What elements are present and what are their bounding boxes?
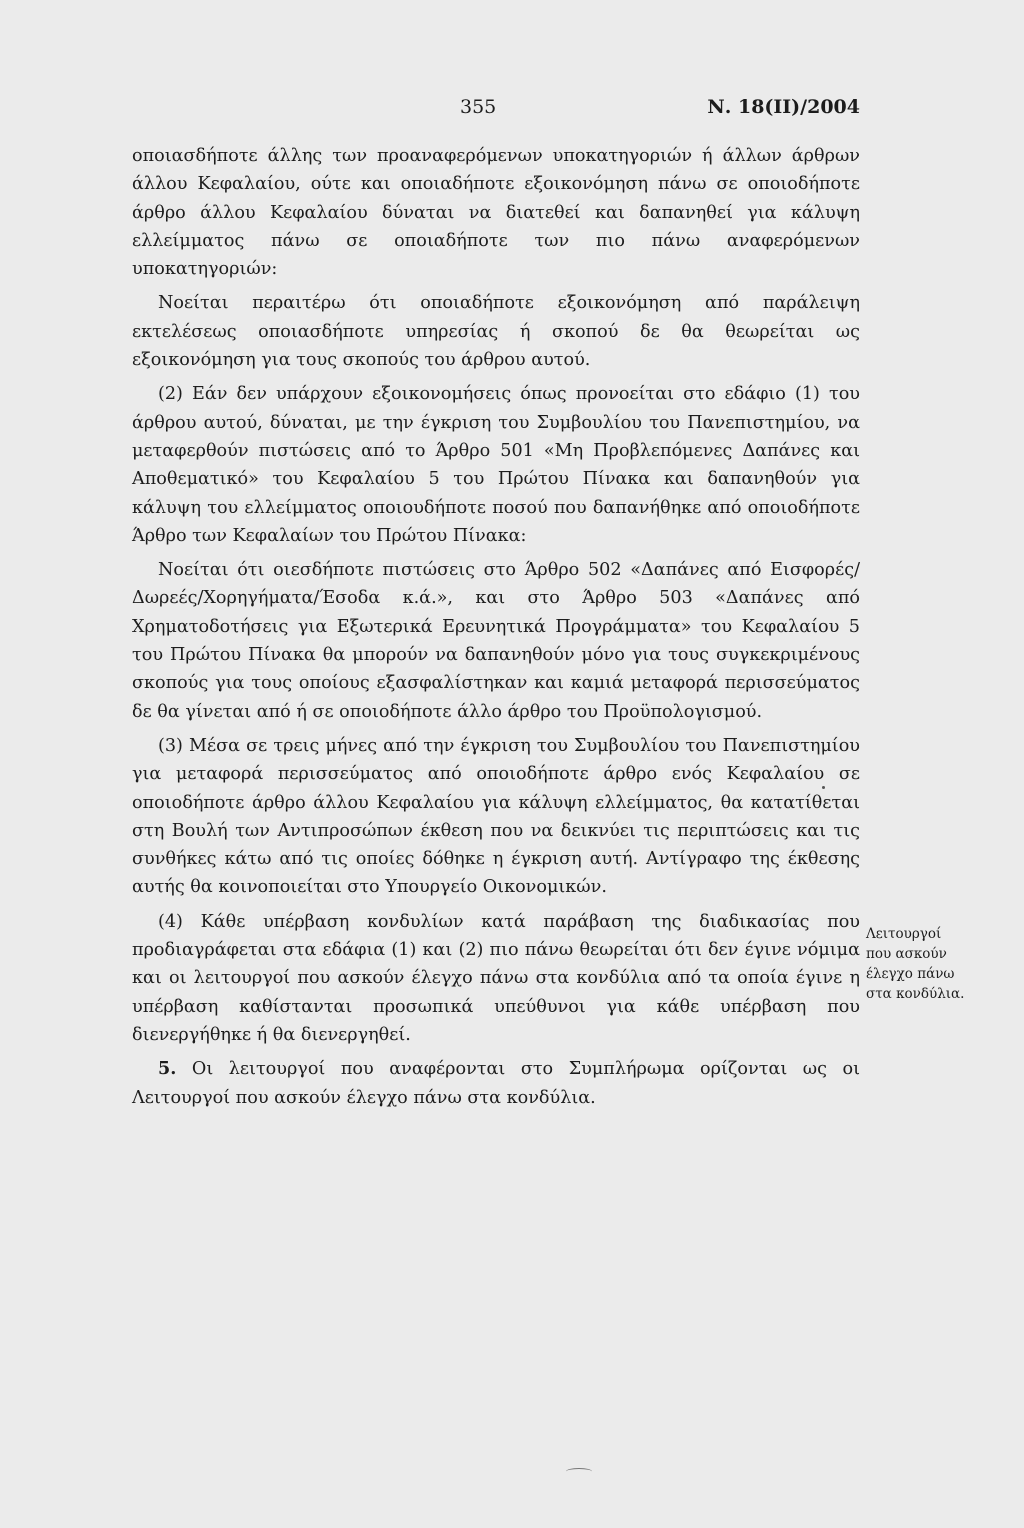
continuation-paragraph: οποιασδήποτε άλλης των προαναφερόμενων υποκατηγοριών ή άλλων άρθρων άλλου Κεφαλαίου, ούτε και οποιαδήποτε εξοικονόμηση πάνω σε οποιοδήποτε άρθρο άλλου Κεφαλαίου δύναται να διατεθεί και δαπανηθεί για κάλυψη ελλείμματος πάνω σε οποιαδήποτε των πιο πάνω αναφερόμενων υποκατηγοριών: — [132, 146, 860, 280]
section-5-number: 5. — [158, 1058, 177, 1080]
subsection-4-paragraph: (4) Κάθε υπέρβαση κονδυλίων κατά παράβαση της διαδικασίας που προδιαγράφεται στα εδάφια (1) και (2) πιο πάνω θεωρείται ότι δεν έγινε νόμιμα και οι λειτουργοί που ασκούν έλεγχο πάνω στα κονδύλια από τα οποία έγινε η υπέρβαση καθίστανται προσωπικά υπεύθυνοι για κάθε υπέρβαση που διενεργήθηκε ή θα διενεργηθεί. — [132, 911, 860, 1045]
margin-note-line: Λειτουργοί — [866, 926, 942, 942]
margin-note-line: έλεγχο πάνω — [866, 966, 955, 982]
margin-note-line: στα κονδύλια. — [866, 986, 965, 1002]
subsection-2-paragraph: (2) Εάν δεν υπάρχουν εξοικονομήσεις όπως προνοείται στο εδάφιο (1) του άρθρου αυτού, δύναται, με την έγκριση του Συμβουλίου του Πανεπιστημίου, να μεταφερθούν πιστώσεις από το Άρθρο 501 «Μη Προβλεπόμενες Δαπάνες και Αποθεματικό» του Κεφαλαίου 5 του Πρώτου Πίνακα και δαπανηθούν για κάλυψη του ελλείμματος οποιουδήποτε ποσού που δαπανήθηκε από οποιοδήποτε Άρθρο των Κεφαλαίων του Πρώτου Πίνακα: — [132, 384, 860, 546]
page-header — [0, 96, 1024, 126]
margin-note — [866, 924, 986, 1004]
scan-mark — [566, 1468, 592, 1475]
section-5-paragraph — [132, 1055, 860, 1112]
scan-speck — [822, 786, 825, 789]
margin-note-line: που ασκούν — [866, 946, 947, 962]
page-number: 355 — [460, 96, 497, 118]
subsection-3-paragraph: (3) Μέσα σε τρεις μήνες από την έγκριση του Συμβουλίου του Πανεπιστημίου για μεταφορά περισσεύματος από οποιοδήποτε άρθρο ενός Κεφαλαίου σε οποιοδήποτε άρθρο άλλου Κεφαλαίου για κάλυψη ελλείμματος, θα κατατίθεται στη Βουλή των Αντιπροσώπων έκθεση που να δεικνύει τις περιπτώσεις και τις συνθήκες κάτω από τις οποίες δόθηκε η έγκριση αυτή. Αντίγραφο της έκθεσης αυτής θα κοινοποιείται στο Υπουργείο Οικονομικών. — [132, 735, 860, 898]
body-text — [132, 142, 860, 1112]
law-number: Ν. 18(ΙΙ)/2004 — [707, 96, 860, 118]
section-5-text: Οι λειτουργοί που αναφέρονται στο Συμπλήρωμα ορίζονται ως οι Λειτουργοί που ασκούν έλεγχο πάνω στα κονδύλια. — [132, 1059, 860, 1108]
proviso-paragraph-1: Νοείται περαιτέρω ότι οποιαδήποτε εξοικονόμηση από παράλειψη εκτελέσεως οποιασδήποτε υπηρεσίας ή σκοπού δε θα θεωρείται ως εξοικονόμηση για τους σκοπούς του άρθρου αυτού. — [132, 293, 860, 371]
proviso-paragraph-2: Νοείται ότι οιεσδήποτε πιστώσεις στο Άρθρο 502 «Δαπάνες από Εισφορές/Δωρεές/Χορηγήματα/Έσοδα κ.ά.», και στο Άρθρο 503 «Δαπάνες από Χρηματοδοτήσεις για Εξωτερικά Ερευνητικά Προγράμματα» του Κεφαλαίου 5 του Πρώτου Πίνακα θα μπορούν να δαπανηθούν μόνο για τους συγκεκριμένους σκοπούς για τους οποίους εξασφαλίστηκαν και καμιά μεταφορά περισσεύματος δε θα γίνεται από ή σε οποιοδήποτε άλλο άρθρο του Προϋπολογισμού. — [132, 560, 860, 722]
